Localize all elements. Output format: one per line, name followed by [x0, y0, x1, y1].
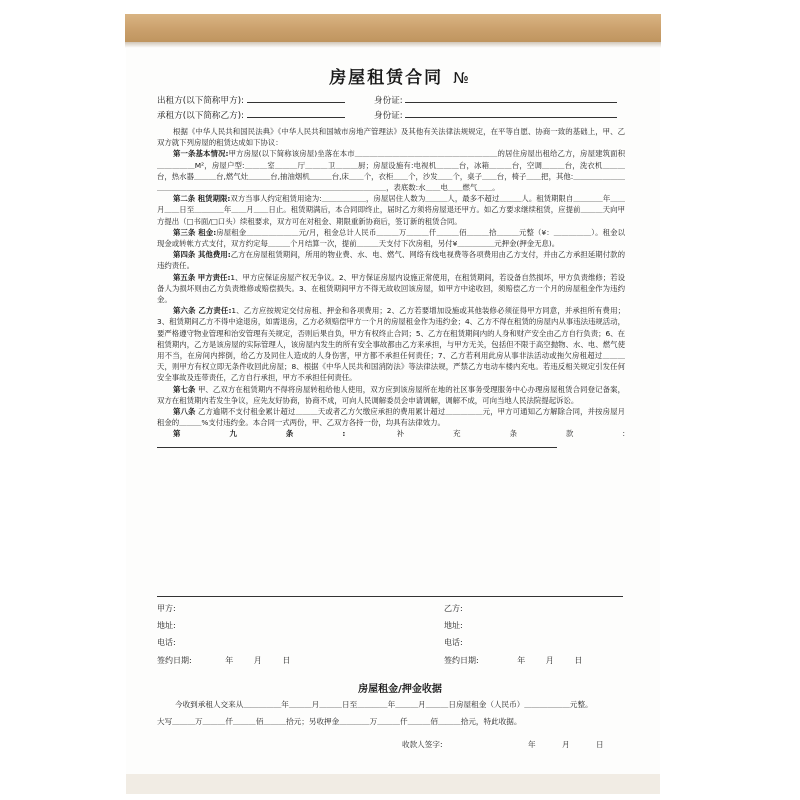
- party-b-month: 月: [545, 656, 554, 665]
- party-a-phone-label: 电话:: [157, 638, 176, 647]
- clause-9-text: 补充条款:: [396, 429, 625, 439]
- clause-1-text: 甲方房屋(以下简称该房屋)坐落在本市＿＿＿＿＿＿＿＿＿＿＿＿＿＿＿＿＿＿＿的居住房屋出租给乙方，房屋建筑面积＿＿＿＿＿M²，房屋户型:＿＿＿室＿＿＿厅＿＿＿卫＿＿＿厨；房屋设施有:电视机＿＿＿台，冰箱＿＿＿台，空调＿＿＿台，洗衣机＿＿＿台，热水器＿＿＿台,燃气灶＿＿＿台,抽油烟机＿＿＿台,床＿＿个，衣柜＿＿个，沙发＿＿个，桌子＿＿台，椅子＿＿把，其他:＿＿＿＿＿＿＿＿＿＿＿＿＿＿＿＿＿＿＿＿＿＿＿＿＿＿＿＿＿＿＿＿＿＿＿＿＿＿，表底数:水＿＿电＿＿燃气＿＿。: [157, 149, 625, 193]
- clause-6-title: 第六条 乙方责任:: [173, 306, 232, 316]
- contract-body: [157, 126, 625, 451]
- receipt-day: 日: [595, 740, 604, 749]
- clause-9-title: 第九条:: [173, 429, 346, 439]
- supplement-field[interactable]: [157, 440, 557, 448]
- party-a-day: 日: [282, 656, 291, 665]
- lessee-id-field[interactable]: [405, 108, 617, 118]
- clause-4-text: 乙方在房屋租赁期间，所用的物业费、水、电、燃气、网络有线电视费等各项费用由乙方支付，并由乙方承担延期付款的违约责任。: [157, 250, 626, 271]
- lessee-id-row: [374, 108, 617, 122]
- party-b-address-label: 地址:: [444, 621, 463, 630]
- party-b-date: [444, 655, 582, 666]
- clause-7-text: 甲、乙双方在租赁期内不得将房屋转租给他人使用，双方应到该房屋所在地的社区事务受理服务中心办理房屋租赁合同登记备案，双方在租赁期内若发生争议，应先友好协商，协商不成，可向人民调解委员会申请调解，调解不成，可向当地人民法院提起诉讼。: [157, 384, 625, 405]
- clause-8: [157, 406, 625, 428]
- lessee-id-label: 身份证:: [374, 111, 403, 121]
- clause-3-title: 第三条 租金:: [173, 227, 217, 237]
- receipt-line-2: 大写＿＿＿万＿＿＿仟＿＿＿佰＿＿＿拾元；另收押金＿＿＿＿万＿＿＿仟＿＿＿佰＿＿＿拾元，特此收据。: [157, 717, 522, 726]
- clause-7-title: 第七条: [173, 384, 196, 394]
- top-shadow: [125, 42, 661, 48]
- lessee-name-field[interactable]: [247, 108, 345, 118]
- payee-label: 收款人签字:: [402, 740, 443, 749]
- party-a-label: 甲方:: [157, 604, 176, 613]
- bottom-band: [126, 774, 660, 794]
- lessee-row: [157, 108, 345, 122]
- clause-3: [157, 227, 625, 249]
- clause-8-text: 乙方逾期不支付租金累计超过＿＿＿天或者乙方欠缴应承担的费用累计超过＿＿＿＿＿元，甲方可通知乙方解除合同，并按房屋月租金的＿＿＿%支付违约金。本合同一式两份，甲、乙双方各持一份，均具有法律效力。: [157, 407, 625, 428]
- party-a-date-label: 签约日期:: [157, 656, 192, 665]
- party-b-phone-label: 电话:: [444, 638, 463, 647]
- party-a-address-label: 地址:: [157, 621, 176, 630]
- clause-1-title: 第一条基本情况:: [173, 149, 229, 159]
- clause-2-text: 双方当事人约定租赁用途为:＿＿＿＿＿＿，房屋居住人数为＿＿＿人，最多不超过＿＿＿人。租赁期限自＿＿＿＿年＿＿月＿＿日至＿＿＿＿年＿＿月＿＿日止。租赁期满后，本合同即终止，届时乙方须将房屋退还甲方。如乙方要求继续租赁，应提前＿＿＿天向甲方提出（□书面/□口头）续租要求，双方可在对租金、期限重新协商后，签订新的租赁合同。: [157, 194, 626, 226]
- clause-5-title: 第五条 甲方责任:: [173, 272, 231, 282]
- receipt-line-1: 今收到承租人交来从＿＿＿＿＿年＿＿＿月＿＿＿日至＿＿＿＿年＿＿＿月＿＿＿日房屋租金（人民币）＿＿＿＿＿＿元整。: [175, 700, 593, 709]
- lessor-id-field[interactable]: [405, 93, 617, 103]
- party-b-sign: [444, 603, 463, 614]
- receipt-month: 月: [561, 740, 570, 749]
- party-a-year: 年: [225, 656, 234, 665]
- clause-3-text: 房屋租金＿＿＿＿＿＿＿元/月，租金总计人民币＿＿＿万＿＿＿仟＿＿＿佰＿＿＿拾＿＿＿元整（¥：＿＿＿＿＿）。租金以现金或转帐方式支付，双方约定每＿＿＿个月结算一次，提前＿＿＿天支付下次房租，另付¥＿＿＿＿＿元押金(押金无息)。: [157, 227, 625, 249]
- clause-2-title: 第二条 租赁期限:: [173, 194, 231, 204]
- party-a-address: [157, 620, 176, 631]
- contract-title: 房屋租赁合同: [329, 68, 444, 88]
- clause-4: [157, 249, 625, 271]
- party-b-address: [444, 620, 463, 631]
- lessee-label: 承租方(以下简称乙方):: [157, 111, 244, 121]
- lessor-row: [157, 93, 345, 107]
- clause-4-title: 第四条 其他费用:: [173, 250, 231, 260]
- supplement-field-2[interactable]: [157, 591, 623, 597]
- clause-8-title: 第八条: [173, 407, 196, 417]
- clause-2: [157, 193, 625, 227]
- lessor-name-field[interactable]: [247, 93, 345, 103]
- party-a-month: 月: [253, 656, 262, 665]
- clause-1: [157, 148, 625, 193]
- lessor-id-row: [374, 93, 617, 107]
- top-wood-band: [125, 14, 661, 42]
- receipt-year: 年: [527, 740, 536, 749]
- party-b-phone: [444, 637, 463, 648]
- supplement-line-2: [157, 590, 623, 601]
- party-b-label: 乙方:: [444, 604, 463, 613]
- clause-5: [157, 272, 625, 306]
- receipt-title: 房屋租金/押金收据: [358, 684, 442, 695]
- preamble: 根据《中华人民共和国民法典》《中华人民共和国城市房地产管理法》及其他有关法律法规规定，在平等自愿、协商一致的基础上，甲、乙双方就下列房屋的租赁达成如下协议：: [157, 127, 625, 148]
- party-a-phone: [157, 637, 176, 648]
- receipt-payee-row: [402, 739, 604, 750]
- party-a-date: [157, 655, 290, 666]
- page-title: [0, 63, 800, 88]
- number-mark: №: [453, 69, 471, 87]
- party-b-year: 年: [517, 656, 526, 665]
- party-a-sign: [157, 603, 176, 614]
- clause-9: [157, 428, 625, 450]
- clause-5-text: 1、甲方应保证房屋产权无争议。2、甲方保证房屋内设施正常使用，在租赁期间，若设备自然损坏，甲方负责维修；若设备人为损坏则由乙方负责维修或赔偿损失。3、在租赁期间甲方不得无故收回该房屋，如甲方中途收回，须赔偿乙方一个月的房屋租金作为违约金。: [157, 272, 625, 305]
- party-b-day: 日: [574, 656, 583, 665]
- clause-6-text: 1、乙方应按规定交付房租、押金和各项费用；2、乙方若要增加设施或其他装修必须征得甲方同意，并承担所有费用；3、租赁期间乙方不得中途退房，如需退房，乙方必须赔偿甲方一个月的房屋租金作为违约金；4、乙方不得在租赁的房屋内从事违法违规活动，要严格遵守物业管理和治安管理有关规定，否则后果自负，甲方有权终止合同；5、乙方在租赁期间内的人身和财产安全由乙方自行负责；6、在租赁期内，乙方是该房屋的实际管理人，该房屋内发生的所有安全事故都由乙方来承担，与甲方无关，包括但不限于高空抛物、水、电、燃气使用不当，在房间内摔倒，给乙方及同住人造成的人身伤害，甲方都不承担任何责任；7、乙方若利用此房从事非法活动或拖欠房租超过＿＿＿天，则甲方有权立即无条件收回此房屋；8、根据《中华人民共和国消防法》等法律法规，严禁乙方电动车楼内充电。若违反相关规定引发任何安全事故及连带责任，乙方自行承担，甲方不承担任何责任。: [157, 306, 625, 383]
- clause-7: [157, 384, 625, 406]
- clause-6: [157, 305, 625, 383]
- lessor-id-label: 身份证:: [374, 96, 403, 106]
- lessor-label: 出租方(以下简称甲方):: [157, 96, 244, 106]
- party-b-date-label: 签约日期:: [444, 656, 479, 665]
